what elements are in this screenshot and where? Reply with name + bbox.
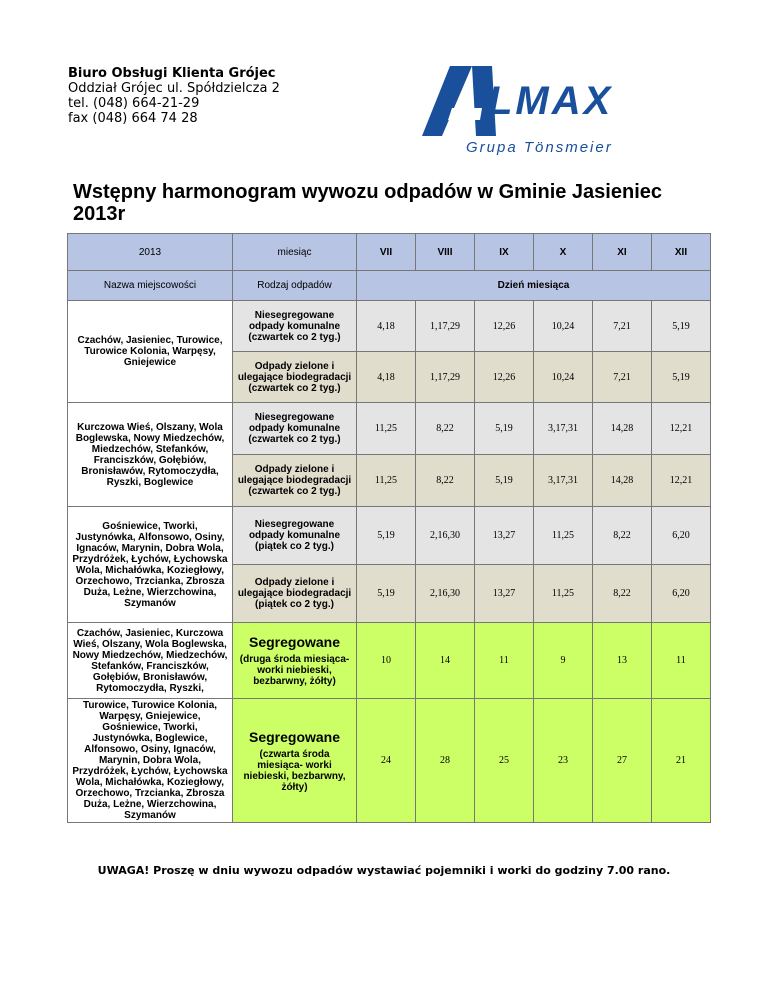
day-cell: 5,19 <box>357 565 416 623</box>
waste-type-cell: Niesegregowane odpady komunalne (czwartek co 2 tyg.) <box>233 403 357 455</box>
header-row-labels <box>68 271 711 301</box>
header-row-months <box>68 234 711 271</box>
schedule-table <box>67 233 711 823</box>
day-cell: 1,17,29 <box>416 301 475 352</box>
office-branch: Oddział Grójec ul. Spółdzielcza 2 <box>68 81 280 96</box>
waste-type-cell <box>233 623 357 699</box>
month-header: miesiąc <box>233 234 357 271</box>
place-cell: Czachów, Jasieniec, Kurczowa Wieś, Olszany, Wola Boglewska, Nowy Miedzechów, Miedzechów, Stefanków, Franciszków, Gołębiów, Bronisławów, Rytomoczydła, Ryszki, <box>68 623 233 699</box>
day-cell: 10,24 <box>534 301 593 352</box>
day-cell: 11 <box>652 623 711 699</box>
day-cell: 6,20 <box>652 565 711 623</box>
month-cell: XII <box>652 234 711 271</box>
segregated-note: (druga środa miesiąca- worki niebieski, bezbarwny, żółty) <box>239 654 350 687</box>
day-cell: 4,18 <box>357 352 416 403</box>
waste-type-cell: Odpady zielone i ulegające biodegradacji (czwartek co 2 tyg.) <box>233 352 357 403</box>
waste-type-cell: Niesegregowane odpady komunalne (piątek co 2 tyg.) <box>233 507 357 565</box>
type-header: Rodzaj odpadów <box>233 271 357 301</box>
day-cell: 10,24 <box>534 352 593 403</box>
waste-type-cell: Niesegregowane odpady komunalne (czwartek co 2 tyg.) <box>233 301 357 352</box>
day-cell: 23 <box>534 699 593 823</box>
table-row <box>68 301 711 352</box>
day-cell: 12,26 <box>475 352 534 403</box>
day-cell: 2,16,30 <box>416 565 475 623</box>
logo-word: LMAX <box>488 79 614 123</box>
day-cell: 14,28 <box>593 403 652 455</box>
place-cell: Kurczowa Wieś, Olszany, Wola Boglewska, Nowy Miedzechów, Miedzechów, Stefanków, Franciszków, Gołębiów, Bronisławów, Rytomoczydła, Ryszki, Boglewice <box>68 403 233 507</box>
day-cell: 8,22 <box>416 403 475 455</box>
day-cell: 7,21 <box>593 301 652 352</box>
day-cell: 28 <box>416 699 475 823</box>
day-header: Dzień miesiąca <box>357 271 711 301</box>
day-cell: 8,22 <box>593 565 652 623</box>
day-cell: 10 <box>357 623 416 699</box>
waste-type-cell: Odpady zielone i ulegające biodegradacji (piątek co 2 tyg.) <box>233 565 357 623</box>
table-row <box>68 507 711 565</box>
day-cell: 5,19 <box>652 301 711 352</box>
day-cell: 5,19 <box>475 403 534 455</box>
day-cell: 12,21 <box>652 455 711 507</box>
day-cell: 13,27 <box>475 507 534 565</box>
segregated-title: Segregowane <box>248 634 341 650</box>
month-cell: XI <box>593 234 652 271</box>
day-cell: 11,25 <box>357 455 416 507</box>
day-cell: 1,17,29 <box>416 352 475 403</box>
collection-note: UWAGA! Proszę w dniu wywozu odpadów wystawiać pojemniki i worki do godziny 7.00 rano. <box>97 864 671 877</box>
day-cell: 8,22 <box>416 455 475 507</box>
month-cell: X <box>534 234 593 271</box>
day-cell: 5,19 <box>652 352 711 403</box>
place-cell: Gośniewice, Tworki, Justynówka, Alfonsowo, Osiny, Ignaców, Marynin, Dobra Wola, Przydróżek, Łychów, Łychowska Wola, Michałówka, Koziegłowy, Orzechowo, Trzcianka, Zbrosza Duża, Leżne, Wierzchowina, Szymanów <box>68 507 233 623</box>
month-cell: IX <box>475 234 534 271</box>
day-cell: 9 <box>534 623 593 699</box>
table-row <box>68 403 711 455</box>
day-cell: 25 <box>475 699 534 823</box>
day-cell: 3,17,31 <box>534 455 593 507</box>
day-cell: 21 <box>652 699 711 823</box>
year-header: 2013 <box>68 234 233 271</box>
day-cell: 14,28 <box>593 455 652 507</box>
day-cell: 4,18 <box>357 301 416 352</box>
table-row <box>68 623 711 699</box>
page-title: Wstępny harmonogram wywozu odpadów w Gminie Jasieniec 2013r <box>73 181 662 225</box>
month-cell: VII <box>357 234 416 271</box>
day-cell: 12,26 <box>475 301 534 352</box>
office-tel: tel. (048) 664-21-29 <box>68 96 200 111</box>
day-cell: 11,25 <box>534 507 593 565</box>
day-cell: 13 <box>593 623 652 699</box>
day-cell: 7,21 <box>593 352 652 403</box>
day-cell: 14 <box>416 623 475 699</box>
office-fax: fax (048) 664 74 28 <box>68 111 198 126</box>
day-cell: 5,19 <box>357 507 416 565</box>
waste-type-cell <box>233 699 357 823</box>
day-cell: 11,25 <box>357 403 416 455</box>
office-name: Biuro Obsługi Klienta Grójec <box>68 66 276 81</box>
day-cell: 11 <box>475 623 534 699</box>
segregated-title: Segregowane <box>248 728 341 745</box>
day-cell: 27 <box>593 699 652 823</box>
logo-tagline: Grupa Tönsmeier <box>466 139 613 156</box>
day-cell: 11,25 <box>534 565 593 623</box>
place-cell: Turowice, Turowice Kolonia, Warpęsy, Gniejewice, Gośniewice, Tworki, Justynówka, Boglewice, Alfonsowo, Osiny, Ignaców, Marynin, Dobra Wola, Przydróżek, Łychów, Łychowska Wola, Michałówka, Koziegłowy, Orzechowo, Trzcianka, Zbrosza Duża, Leżne, Wierzchowina, Szymanów <box>68 699 233 823</box>
office-info <box>68 66 280 126</box>
almax-logo <box>422 64 652 160</box>
month-cell: VIII <box>416 234 475 271</box>
day-cell: 8,22 <box>593 507 652 565</box>
day-cell: 6,20 <box>652 507 711 565</box>
day-cell: 5,19 <box>475 455 534 507</box>
segregated-note: (czwarta środa miesiąca- worki niebieski, bezbarwny, żółty) <box>243 748 346 793</box>
place-cell: Czachów, Jasieniec, Turowice, Turowice Kolonia, Warpęsy, Gniejewice <box>68 301 233 403</box>
waste-type-cell: Odpady zielone i ulegające biodegradacji (czwartek co 2 tyg.) <box>233 455 357 507</box>
table-row <box>68 699 711 823</box>
day-cell: 3,17,31 <box>534 403 593 455</box>
day-cell: 2,16,30 <box>416 507 475 565</box>
place-header: Nazwa miejscowości <box>68 271 233 301</box>
day-cell: 13,27 <box>475 565 534 623</box>
day-cell: 12,21 <box>652 403 711 455</box>
day-cell: 24 <box>357 699 416 823</box>
